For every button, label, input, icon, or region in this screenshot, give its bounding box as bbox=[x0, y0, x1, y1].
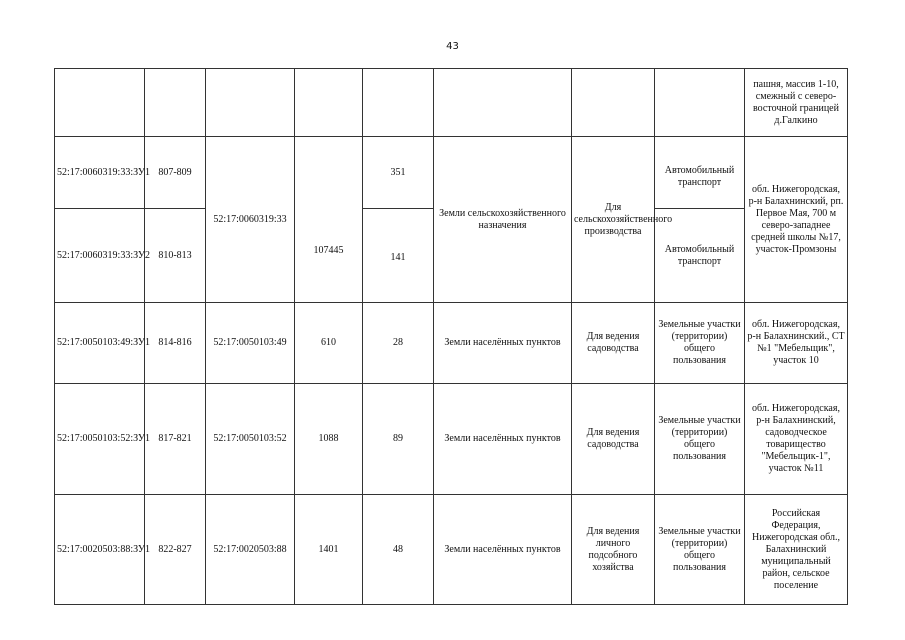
parent-area-cell: 107445 bbox=[295, 137, 363, 303]
parent-cadastral-cell: 52:17:0060319:33 bbox=[206, 137, 295, 303]
purpose-cell: Для ведения садоводства bbox=[572, 384, 655, 495]
category-cell: Земли сельскохозяйственного назначения bbox=[434, 137, 572, 303]
purpose-cell: Для ведения садоводства bbox=[572, 303, 655, 384]
cadastral-number-cell: 52:17:0060319:33:ЗУ2 bbox=[55, 209, 145, 303]
area-cell: 89 bbox=[363, 384, 434, 495]
purpose-cell: Для сельскохозяйственного производства bbox=[572, 137, 655, 303]
table-cell bbox=[572, 69, 655, 137]
address-cell: пашня, массив 1-10, смежный с северо-восточной границей д.Галкино bbox=[745, 69, 848, 137]
table-cell bbox=[655, 69, 745, 137]
table-row bbox=[55, 303, 848, 384]
category-cell: Земли населённых пунктов bbox=[434, 495, 572, 605]
permitted-use-cell: Земельные участки (территории) общего пользования bbox=[655, 303, 745, 384]
permitted-use-cell: Автомобильный транспорт bbox=[655, 137, 745, 209]
table-row bbox=[55, 69, 848, 137]
parent-cadastral-cell: 52:17:0050103:52 bbox=[206, 384, 295, 495]
address-cell: обл. Нижегородская, р-н Балахнинский., СТ №1 "Мебельщик", участок 10 bbox=[745, 303, 848, 384]
numbers-cell: 807-809 bbox=[145, 137, 206, 209]
area-cell: 28 bbox=[363, 303, 434, 384]
table-cell bbox=[295, 69, 363, 137]
category-cell: Земли населённых пунктов bbox=[434, 384, 572, 495]
purpose-cell: Для ведения личного подсобного хозяйства bbox=[572, 495, 655, 605]
area-cell: 141 bbox=[363, 209, 434, 303]
numbers-cell: 817-821 bbox=[145, 384, 206, 495]
parent-cadastral-cell: 52:17:0050103:49 bbox=[206, 303, 295, 384]
parent-cadastral-cell: 52:17:0020503:88 bbox=[206, 495, 295, 605]
cadastral-number-cell: 52:17:0050103:52:ЗУ1 bbox=[55, 384, 145, 495]
area-cell: 351 bbox=[363, 137, 434, 209]
table-row bbox=[55, 495, 848, 605]
cadastral-number-cell: 52:17:0060319:33:ЗУ1 bbox=[55, 137, 145, 209]
page-number: 43 bbox=[446, 41, 459, 52]
permitted-use-cell: Земельные участки (территории) общего пользования bbox=[655, 495, 745, 605]
numbers-cell: 810-813 bbox=[145, 209, 206, 303]
table-cell bbox=[145, 69, 206, 137]
cadastral-number-cell: 52:17:0050103:49:ЗУ1 bbox=[55, 303, 145, 384]
address-cell: Российская Федерация, Нижегородская обл., Балахнинский муниципальный район, сельское поселение bbox=[745, 495, 848, 605]
table-cell bbox=[363, 69, 434, 137]
permitted-use-cell: Автомобильный транспорт bbox=[655, 209, 745, 303]
table-row bbox=[55, 384, 848, 495]
table-cell bbox=[434, 69, 572, 137]
land-plots-table bbox=[54, 68, 848, 605]
cadastral-number-cell: 52:17:0020503:88:ЗУ1 bbox=[55, 495, 145, 605]
table-cell bbox=[55, 69, 145, 137]
table-cell bbox=[206, 69, 295, 137]
numbers-cell: 814-816 bbox=[145, 303, 206, 384]
parent-area-cell: 610 bbox=[295, 303, 363, 384]
address-cell: обл. Нижегородская, р-н Балахнинский, садоводческое товарищество "Мебельщик-1", участок №11 bbox=[745, 384, 848, 495]
numbers-cell: 822-827 bbox=[145, 495, 206, 605]
category-cell: Земли населённых пунктов bbox=[434, 303, 572, 384]
parent-area-cell: 1401 bbox=[295, 495, 363, 605]
parent-area-cell: 1088 bbox=[295, 384, 363, 495]
permitted-use-cell: Земельные участки (территории) общего пользования bbox=[655, 384, 745, 495]
address-cell: обл. Нижегородская, р-н Балахнинский, рп. Первое Мая, 700 м северо-западнее средней школы №17, участок-Промзоны bbox=[745, 137, 848, 303]
table-row bbox=[55, 137, 848, 209]
area-cell: 48 bbox=[363, 495, 434, 605]
